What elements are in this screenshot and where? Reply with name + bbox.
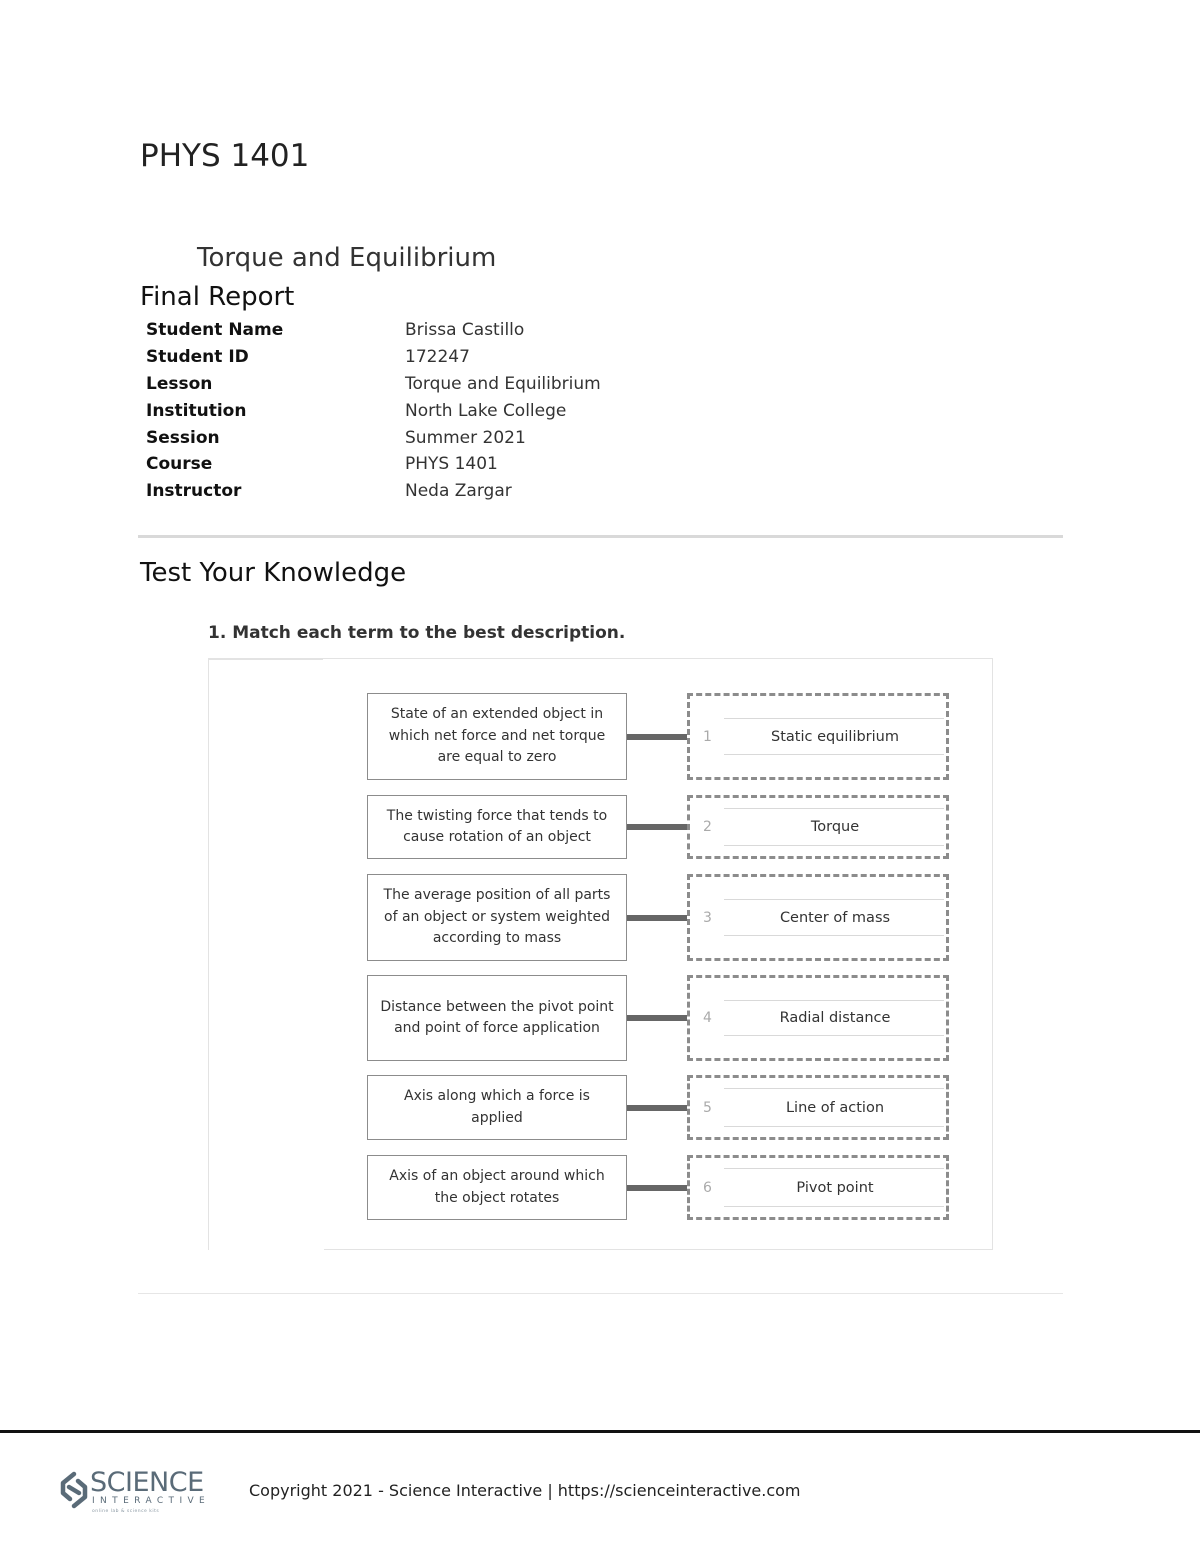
term-label: Line of action (785, 1099, 885, 1116)
info-value: 172247 (405, 346, 470, 367)
match-term-slot[interactable] (687, 693, 949, 780)
panel-margin (209, 659, 324, 1250)
match-pair (367, 693, 949, 780)
info-label: Course (146, 454, 213, 475)
section-divider (138, 1293, 1063, 1294)
info-value: Summer 2021 (405, 427, 526, 448)
info-label: Institution (146, 400, 247, 421)
match-connector (627, 734, 687, 740)
course-code: PHYS 1401 (140, 138, 310, 174)
copyright-text: Copyright 2021 - Science Interactive | https://scienceinteractive.com (249, 1481, 801, 1500)
match-term-slot[interactable] (687, 874, 949, 961)
info-value: Torque and Equilibrium (405, 373, 601, 394)
term-label: Torque (810, 819, 860, 835)
term-label: Radial distance (779, 1010, 891, 1026)
match-description[interactable] (367, 795, 627, 859)
science-interactive-logo-icon (58, 1470, 90, 1510)
term-number: 2 (703, 819, 712, 835)
description-text: The twisting force that tends to cause rotation of an object (386, 807, 608, 845)
match-connector (627, 1015, 687, 1021)
match-connector (627, 1105, 687, 1111)
description-text: Axis of an object around which the object rotates (389, 1168, 605, 1206)
description-text: Distance between the pivot point and point of force application (380, 998, 614, 1036)
match-description[interactable] (367, 874, 627, 961)
match-description[interactable] (367, 1075, 627, 1140)
description-text: Axis along which a force is applied (404, 1088, 590, 1126)
term-label: Center of mass (779, 909, 891, 926)
match-description[interactable] (367, 975, 627, 1061)
match-pair (367, 975, 949, 1061)
match-description[interactable] (367, 1155, 627, 1220)
term-number: 4 (703, 1010, 712, 1026)
info-label: Instructor (146, 481, 242, 502)
term-number: 5 (703, 1099, 712, 1116)
match-pair (367, 1075, 949, 1140)
info-label: Student Name (146, 320, 284, 340)
question-prompt: 1. Match each term to the best description. (208, 623, 626, 643)
info-label: Lesson (146, 373, 213, 394)
match-pair (367, 874, 949, 961)
section-title: Test Your Knowledge (140, 558, 407, 588)
term-label: Static equilibrium (771, 728, 899, 745)
match-pair (367, 1155, 949, 1220)
match-term-slot[interactable] (687, 1155, 949, 1220)
logo-subtitle: INTERACTIVE (92, 1496, 211, 1506)
info-value: Brissa Castillo (405, 320, 525, 340)
section-divider (138, 535, 1063, 538)
description-text: State of an extended object in which net force and net torque are equal to zero (388, 706, 606, 766)
term-label: Pivot point (796, 1179, 874, 1196)
logo-wordmark: SCIENCE (90, 1467, 204, 1498)
lesson-title: Torque and Equilibrium (197, 243, 497, 273)
info-value: PHYS 1401 (405, 454, 498, 475)
footer-divider (0, 1430, 1200, 1433)
term-number: 6 (703, 1179, 712, 1196)
match-term-slot[interactable] (687, 795, 949, 859)
description-text: The average position of all parts of an object or system weighted according to mass (383, 887, 611, 947)
info-label: Session (146, 427, 220, 448)
match-connector (627, 824, 687, 830)
match-description[interactable] (367, 693, 627, 780)
science-interactive-logo (58, 1467, 211, 1516)
info-value: North Lake College (405, 400, 567, 421)
match-term-slot[interactable] (687, 1075, 949, 1140)
info-value: Neda Zargar (405, 481, 512, 502)
term-number: 1 (703, 728, 712, 745)
match-pair (367, 795, 949, 859)
match-connector (627, 1185, 687, 1191)
match-term-slot[interactable] (687, 975, 949, 1061)
info-label: Student ID (146, 346, 249, 367)
match-connector (627, 915, 687, 921)
report-title: Final Report (140, 282, 295, 312)
logo-tagline: online lab & science kits (92, 1509, 160, 1514)
term-number: 3 (703, 909, 712, 926)
